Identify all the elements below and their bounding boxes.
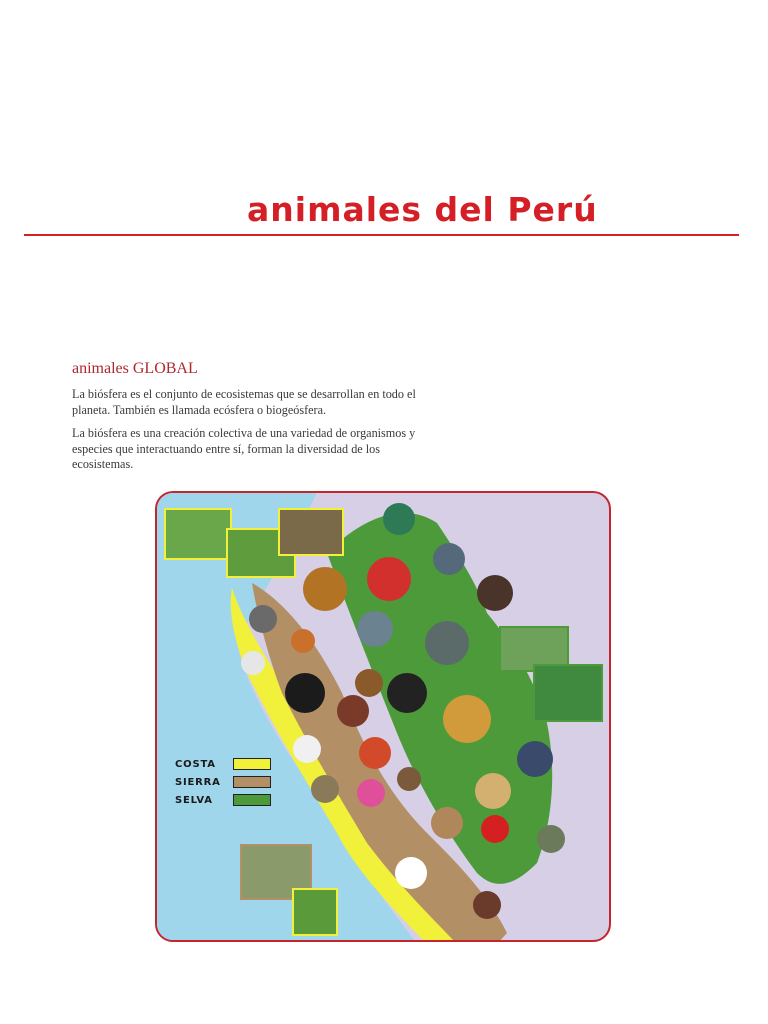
legend-swatch-costa: [233, 758, 271, 770]
pelican-icon: [293, 735, 321, 763]
frog-icon: [537, 825, 565, 853]
flamingo-icon: [357, 779, 385, 807]
snake-icon: [433, 543, 465, 575]
paragraph-1: La biósfera es el conjunto de ecosistemas que se desarrollan en todo el planeta. También es llamada ecósfera o biogeósfera.: [72, 387, 416, 417]
legend-costa: [175, 755, 271, 773]
section-heading: animales GLOBAL: [72, 360, 198, 377]
legend-swatch-selva: [233, 794, 271, 806]
monkey-icon: [355, 669, 383, 697]
paragraph-2: La biósfera es una creación colectiva de una variedad de organismos y especies que interactuando entre sí, forman la diversidad de los ecosistemas.: [72, 426, 416, 471]
peru-ecosystem-map: [155, 491, 611, 942]
legend-label: COSTA: [175, 758, 216, 770]
toucan-icon: [387, 673, 427, 713]
page-title: animales del Perú: [247, 190, 598, 229]
rabbit-icon: [249, 605, 277, 633]
vicuna-icon: [431, 807, 463, 839]
flower-photo: [293, 889, 337, 935]
legend-sierra: [175, 773, 271, 791]
seagull-icon: [241, 651, 265, 675]
owl-icon: [397, 767, 421, 791]
dog-icon: [473, 891, 501, 919]
map-illustration: [157, 493, 611, 942]
map-legend: [175, 755, 271, 809]
bat-icon: [517, 741, 553, 777]
eagle-icon: [303, 567, 347, 611]
forest-photo: [534, 665, 602, 721]
legend-swatch-sierra: [233, 776, 271, 788]
turtle-icon: [383, 503, 415, 535]
fox-icon: [359, 737, 391, 769]
legend-label: SIERRA: [175, 776, 221, 788]
guinea-pig-icon: [291, 629, 315, 653]
crocodile-icon: [425, 621, 469, 665]
cougar-icon: [475, 773, 511, 809]
condor-icon: [285, 673, 325, 713]
legend-selva: [175, 791, 271, 809]
tapir-icon: [477, 575, 513, 611]
boar-icon: [337, 695, 369, 727]
legend-label: SELVA: [175, 794, 213, 806]
tree-photo-3: [279, 509, 343, 555]
sea-lion-icon: [311, 775, 339, 803]
parrot-icon: [367, 557, 411, 601]
jaguar-icon: [443, 695, 491, 743]
title-divider: [24, 234, 739, 236]
cock-of-rock-icon: [481, 815, 509, 843]
iguana-icon: [357, 611, 393, 647]
heron-icon: [395, 857, 427, 889]
tree-photo-1: [165, 509, 231, 559]
